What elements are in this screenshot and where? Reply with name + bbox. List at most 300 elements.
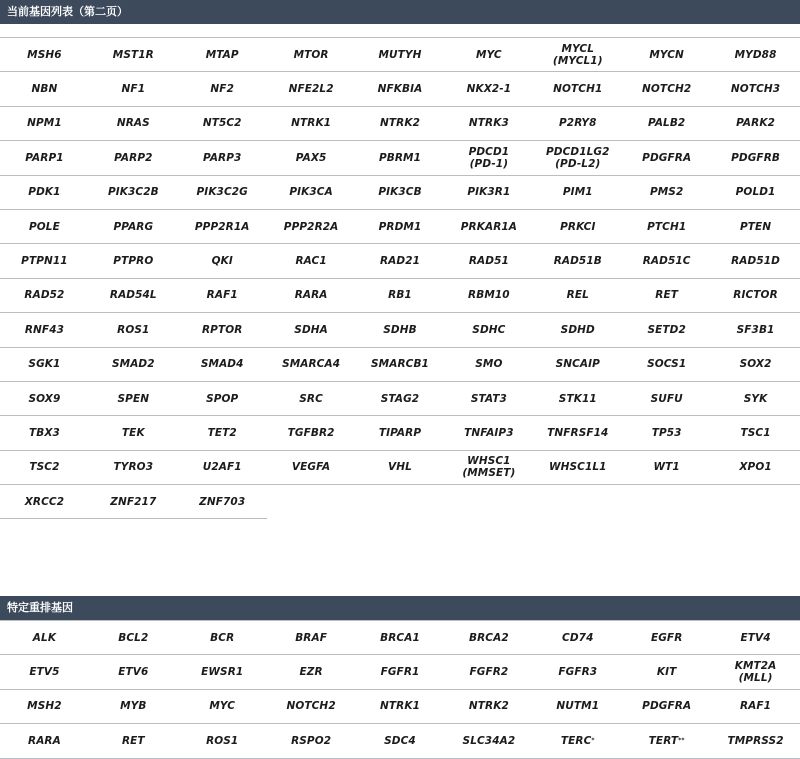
gene-cell xyxy=(178,107,267,141)
gene-cell xyxy=(444,313,533,347)
gene-name: SPOP xyxy=(206,392,239,405)
gene-cell xyxy=(178,141,267,175)
gene-cell xyxy=(89,348,178,382)
gene-name: MYB xyxy=(120,700,147,713)
gene-cell xyxy=(267,382,356,416)
gene-cell xyxy=(622,72,711,106)
gene-cell xyxy=(711,382,800,416)
gene-name: XRCC2 xyxy=(24,495,65,508)
gene-cell xyxy=(178,176,267,210)
gene-name: ALK xyxy=(32,631,57,644)
gene-name: TMPRSS2 xyxy=(727,734,784,747)
gene-name: PAX5 xyxy=(295,151,327,164)
gene-name: TBX3 xyxy=(28,426,60,439)
gene-name: CD74 xyxy=(562,631,594,644)
gene-name: PPP2R1A xyxy=(194,220,250,233)
gene-cell xyxy=(89,416,178,450)
gene-cell xyxy=(444,348,533,382)
gene-cell xyxy=(533,382,622,416)
gene-name: TET2 xyxy=(207,426,237,439)
gene-cell xyxy=(711,416,800,450)
gene-name: STAT3 xyxy=(470,392,507,405)
gene-cell xyxy=(0,141,89,175)
gene-name: RAD54L xyxy=(109,289,157,302)
gene-cell xyxy=(622,655,711,689)
gene-cell xyxy=(178,416,267,450)
gene-cell xyxy=(89,485,178,519)
gene-name: SOX2 xyxy=(739,358,772,371)
gene-cell xyxy=(267,690,356,724)
gene-name: MYCL (MYCL1) xyxy=(552,42,603,67)
gene-cell xyxy=(356,690,445,724)
gene-cell xyxy=(622,38,711,72)
gene-name: NFKBIA xyxy=(377,83,423,96)
gene-name: NOTCH2 xyxy=(642,83,692,96)
gene-name: RNF43 xyxy=(24,323,65,336)
gene-name: NOTCH2 xyxy=(286,700,336,713)
gene-name: ETV4 xyxy=(740,631,771,644)
gene-cell xyxy=(178,382,267,416)
gene-name: BCL2 xyxy=(118,631,149,644)
gene-name: RB1 xyxy=(388,289,412,302)
gene-name: SMO xyxy=(475,358,503,371)
gene-cell xyxy=(356,382,445,416)
gene-cell xyxy=(622,416,711,450)
gene-cell xyxy=(0,348,89,382)
gene-cell xyxy=(622,141,711,175)
gene-name: TGFBR2 xyxy=(287,426,335,439)
gene-cell xyxy=(711,107,800,141)
gene-name: P2RY8 xyxy=(559,117,597,130)
gene-name: RET xyxy=(655,289,679,302)
gene-name: PDCD1 (PD-1) xyxy=(468,145,510,170)
gene-name: ETV6 xyxy=(118,666,149,679)
section-header-rearrangement-genes: 特定重排基因 xyxy=(0,596,800,620)
gene-cell xyxy=(178,313,267,347)
gene-name: NOTCH1 xyxy=(553,83,603,96)
gene-cell xyxy=(89,210,178,244)
gene-cell xyxy=(356,348,445,382)
gene-name: POLE xyxy=(28,220,60,233)
gene-name: SDHC xyxy=(472,323,506,336)
gene-cell xyxy=(711,141,800,175)
gene-name: XPO1 xyxy=(739,461,772,474)
gene-name: NKX2-1 xyxy=(466,83,512,96)
gene-cell xyxy=(178,485,267,519)
gene-cell xyxy=(267,279,356,313)
gene-name: BRCA2 xyxy=(469,631,509,644)
gene-name: SF3B1 xyxy=(736,323,775,336)
gene-cell xyxy=(622,244,711,278)
gene-name: RICTOR xyxy=(733,289,778,302)
gene-name: PRDM1 xyxy=(378,220,422,233)
gene-cell xyxy=(622,210,711,244)
gene-name: TERT xyxy=(648,734,679,747)
gene-cell xyxy=(533,655,622,689)
gene-name: SPEN xyxy=(117,392,150,405)
gene-cell xyxy=(711,210,800,244)
gene-name: PIM1 xyxy=(562,186,593,199)
gene-cell xyxy=(622,176,711,210)
gene-name: NF2 xyxy=(210,83,234,96)
gene-cell xyxy=(356,176,445,210)
gene-name: WHSC1L1 xyxy=(548,461,607,474)
gene-cell xyxy=(444,244,533,278)
gene-cell xyxy=(711,451,800,485)
gene-name: NOTCH3 xyxy=(730,83,781,96)
gene-name: PALB2 xyxy=(647,117,686,130)
gene-cell xyxy=(89,382,178,416)
gene-cell xyxy=(89,690,178,724)
gene-name: FGFR1 xyxy=(380,666,420,679)
gene-name: MTAP xyxy=(205,48,239,61)
gene-name: ZNF217 xyxy=(110,495,157,508)
gene-cell xyxy=(711,621,800,655)
gene-cell xyxy=(711,244,800,278)
gene-name: NT5C2 xyxy=(202,117,242,130)
gene-name: MYC xyxy=(476,48,502,61)
gene-name: PPARG xyxy=(113,220,154,233)
gene-name: EWSR1 xyxy=(201,666,244,679)
gene-name: BRAF xyxy=(295,631,327,644)
gene-cell xyxy=(0,107,89,141)
gene-cell xyxy=(533,210,622,244)
gene-name: PARK2 xyxy=(736,117,775,130)
gene-cell xyxy=(0,279,89,313)
gene-cell xyxy=(444,38,533,72)
gene-cell xyxy=(178,348,267,382)
gene-cell xyxy=(89,141,178,175)
gene-cell xyxy=(533,72,622,106)
gene-cell xyxy=(178,655,267,689)
gene-name: PARP2 xyxy=(114,151,153,164)
gene-name: RAD51 xyxy=(468,255,509,268)
gene-cell xyxy=(178,690,267,724)
gene-name: TNFAIP3 xyxy=(464,426,514,439)
gene-cell xyxy=(622,382,711,416)
gene-name: PDK1 xyxy=(28,186,61,199)
gene-name: PDGFRA xyxy=(642,700,692,713)
gene-name: SLC34A2 xyxy=(462,734,516,747)
gene-name: RPTOR xyxy=(201,323,243,336)
gene-cell xyxy=(89,724,178,758)
gene-name: NTRK3 xyxy=(468,117,509,130)
gene-cell xyxy=(622,313,711,347)
gene-cell xyxy=(267,141,356,175)
gene-cell xyxy=(356,244,445,278)
gene-cell xyxy=(0,313,89,347)
gene-cell xyxy=(178,244,267,278)
gene-cell xyxy=(178,72,267,106)
gene-cell xyxy=(178,279,267,313)
gene-cell xyxy=(533,107,622,141)
gene-name: SDHA xyxy=(294,323,328,336)
gene-cell xyxy=(622,348,711,382)
gene-name: MST1R xyxy=(112,48,154,61)
gene-name: SMAD4 xyxy=(200,358,244,371)
gene-cell xyxy=(356,451,445,485)
gene-cell xyxy=(444,724,533,758)
gene-cell xyxy=(0,416,89,450)
gene-cell xyxy=(622,451,711,485)
gene-name: ETV5 xyxy=(29,666,60,679)
gene-name: QKI xyxy=(211,255,233,268)
gene-cell xyxy=(444,451,533,485)
gene-name: RBM10 xyxy=(468,289,510,302)
gene-cell xyxy=(356,210,445,244)
gene-cell xyxy=(0,210,89,244)
gene-name: PIK3C2G xyxy=(196,186,248,199)
gene-cell xyxy=(267,107,356,141)
gene-name: MSH6 xyxy=(27,48,62,61)
gene-name: PDCD1LG2 (PD-L2) xyxy=(545,145,610,170)
gene-name: FGFR2 xyxy=(469,666,509,679)
gene-cell xyxy=(533,451,622,485)
gene-name: PIK3C2B xyxy=(107,186,159,199)
gene-name: PTPRO xyxy=(113,255,154,268)
gene-name: REL xyxy=(566,289,589,302)
gene-name: PTPN11 xyxy=(21,255,68,268)
gene-name: RAD51D xyxy=(731,255,780,268)
gene-cell xyxy=(622,690,711,724)
gene-cell xyxy=(711,176,800,210)
gene-name: SMARCA4 xyxy=(282,358,341,371)
gene-cell xyxy=(89,451,178,485)
gene-cell xyxy=(444,655,533,689)
gene-name: WHSC1 (MMSET) xyxy=(462,455,516,480)
gene-cell xyxy=(444,279,533,313)
gene-cell xyxy=(89,621,178,655)
gene-name: MYC xyxy=(209,700,236,713)
gene-cell xyxy=(356,141,445,175)
gene-name: PIK3R1 xyxy=(467,186,511,199)
gene-cell xyxy=(0,244,89,278)
gene-name: WT1 xyxy=(653,461,680,474)
gene-cell xyxy=(711,724,800,758)
gene-cell xyxy=(0,690,89,724)
gene-name: NBN xyxy=(31,83,58,96)
gene-name: PMS2 xyxy=(649,186,684,199)
footnote-marker: ** xyxy=(678,736,685,744)
gene-cell xyxy=(711,38,800,72)
gene-name: PRKAR1A xyxy=(460,220,518,233)
gene-cell xyxy=(267,451,356,485)
gene-cell xyxy=(89,176,178,210)
gene-cell xyxy=(711,313,800,347)
gene-cell xyxy=(89,279,178,313)
gene-name: TNFRSF14 xyxy=(547,426,609,439)
gene-name: PIK3CA xyxy=(289,186,333,199)
gene-cell xyxy=(0,621,89,655)
gene-name: MYCN xyxy=(649,48,684,61)
gene-name: NTRK2 xyxy=(380,117,420,130)
gene-cell xyxy=(444,382,533,416)
gene-name: RAD51B xyxy=(553,255,602,268)
gene-name: RARA xyxy=(28,734,61,747)
gene-name: PARP3 xyxy=(202,151,242,164)
gene-name: TYRO3 xyxy=(113,461,154,474)
gene-cell xyxy=(267,621,356,655)
gene-cell xyxy=(0,655,89,689)
gene-cell xyxy=(356,107,445,141)
gene-name: MSH2 xyxy=(27,700,62,713)
gene-cell xyxy=(444,72,533,106)
gene-cell xyxy=(178,724,267,758)
gene-cell xyxy=(267,724,356,758)
gene-name: PTEN xyxy=(739,220,772,233)
gene-cell xyxy=(711,690,800,724)
gene-cell xyxy=(622,107,711,141)
gene-name: TSC1 xyxy=(740,426,771,439)
gene-name: SETD2 xyxy=(647,323,686,336)
gene-name: NFE2L2 xyxy=(288,83,334,96)
gene-name: SRC xyxy=(299,392,323,405)
gene-cell xyxy=(444,416,533,450)
gene-name: ROS1 xyxy=(206,734,239,747)
gene-name: RAF1 xyxy=(206,289,238,302)
gene-cell xyxy=(533,176,622,210)
gene-cell xyxy=(533,724,622,758)
gene-name: ZNF703 xyxy=(199,495,246,508)
gene-name: FGFR3 xyxy=(558,666,598,679)
gene-name: MUTYH xyxy=(378,48,422,61)
gene-name: TSC2 xyxy=(29,461,60,474)
gene-name: RAD51C xyxy=(642,255,691,268)
gene-cell xyxy=(622,279,711,313)
gene-name: SDHB xyxy=(383,323,417,336)
gene-name: TIPARP xyxy=(378,426,422,439)
gene-name: EZR xyxy=(299,666,323,679)
gene-name: RAD21 xyxy=(379,255,421,268)
gene-cell xyxy=(533,348,622,382)
gene-cell xyxy=(89,38,178,72)
gene-cell xyxy=(711,655,800,689)
gene-name: NPM1 xyxy=(27,117,62,130)
gene-cell xyxy=(711,348,800,382)
gene-name: MYD88 xyxy=(734,48,777,61)
gene-name: PRKCI xyxy=(560,220,596,233)
gene-cell xyxy=(622,621,711,655)
gene-name: RET xyxy=(121,734,145,747)
gene-cell xyxy=(622,724,711,758)
gene-name: EGFR xyxy=(650,631,683,644)
gene-cell xyxy=(533,313,622,347)
section-header-current-genes: 当前基因列表（第二页） xyxy=(0,0,800,24)
gene-cell xyxy=(267,416,356,450)
gene-cell xyxy=(533,621,622,655)
gene-cell xyxy=(356,416,445,450)
gene-name: SUFU xyxy=(650,392,683,405)
gene-name: RAF1 xyxy=(740,700,772,713)
gene-name: SDHD xyxy=(560,323,595,336)
gene-name: STK11 xyxy=(558,392,597,405)
gene-cell xyxy=(267,313,356,347)
gene-cell xyxy=(267,244,356,278)
gene-cell xyxy=(89,72,178,106)
gene-name: PPP2R2A xyxy=(283,220,339,233)
gene-name: SNCAIP xyxy=(555,358,600,371)
gene-name: PIK3CB xyxy=(378,186,422,199)
gene-name: SDC4 xyxy=(384,734,416,747)
gene-name: TERC xyxy=(560,734,592,747)
gene-cell xyxy=(267,210,356,244)
gene-name: POLD1 xyxy=(735,186,776,199)
gene-cell xyxy=(356,621,445,655)
gene-cell xyxy=(178,451,267,485)
gene-cell xyxy=(356,72,445,106)
gene-name: PDGFRA xyxy=(642,151,692,164)
gene-name: PDGFRB xyxy=(731,151,780,164)
gene-cell xyxy=(0,176,89,210)
gene-cell xyxy=(178,621,267,655)
gene-cell xyxy=(533,279,622,313)
gene-name: U2AF1 xyxy=(202,461,242,474)
gene-cell xyxy=(89,655,178,689)
gene-cell xyxy=(0,382,89,416)
gene-name: KMT2A (MLL) xyxy=(734,660,777,685)
gene-cell xyxy=(356,279,445,313)
gene-cell xyxy=(711,279,800,313)
gene-cell xyxy=(711,72,800,106)
gene-name: PARP1 xyxy=(25,151,64,164)
gene-grid-current xyxy=(0,38,800,519)
gene-name: NRAS xyxy=(116,117,150,130)
gene-name: RAC1 xyxy=(295,255,327,268)
gene-name: NUTM1 xyxy=(556,700,600,713)
gene-cell xyxy=(533,690,622,724)
gene-cell xyxy=(356,38,445,72)
gene-name: SOCS1 xyxy=(647,358,687,371)
gene-name: VEGFA xyxy=(291,461,331,474)
gene-cell xyxy=(0,38,89,72)
gene-name: PTCH1 xyxy=(647,220,687,233)
gene-name: NF1 xyxy=(121,83,146,96)
gene-cell xyxy=(267,655,356,689)
gene-cell xyxy=(178,38,267,72)
gene-name: SYK xyxy=(743,392,768,405)
gene-name: MTOR xyxy=(293,48,329,61)
gene-cell xyxy=(267,348,356,382)
gene-name: PBRM1 xyxy=(378,151,422,164)
gene-name: SGK1 xyxy=(28,358,61,371)
gene-cell xyxy=(0,724,89,758)
gene-name: ROS1 xyxy=(117,323,150,336)
gene-cell xyxy=(178,210,267,244)
gene-name: RAD52 xyxy=(24,289,65,302)
gene-cell xyxy=(356,313,445,347)
gene-cell xyxy=(444,210,533,244)
gene-name: NTRK1 xyxy=(291,117,332,130)
gene-cell xyxy=(533,244,622,278)
gene-cell xyxy=(0,451,89,485)
gene-cell xyxy=(533,416,622,450)
gene-grid-rearrangement xyxy=(0,621,800,759)
footnote-marker: * xyxy=(591,736,595,744)
gene-name: KIT xyxy=(656,666,677,679)
gene-name: SMAD2 xyxy=(111,358,155,371)
gene-name: SOX9 xyxy=(28,392,61,405)
gene-name: TEK xyxy=(121,426,145,439)
gene-cell xyxy=(444,621,533,655)
gene-cell xyxy=(444,107,533,141)
gene-cell xyxy=(444,690,533,724)
gene-name: BCR xyxy=(210,631,235,644)
gene-name: NTRK2 xyxy=(468,700,509,713)
gene-cell xyxy=(356,655,445,689)
gene-cell xyxy=(89,313,178,347)
gene-name: STAG2 xyxy=(380,392,420,405)
gene-name: SMARCB1 xyxy=(371,358,429,371)
